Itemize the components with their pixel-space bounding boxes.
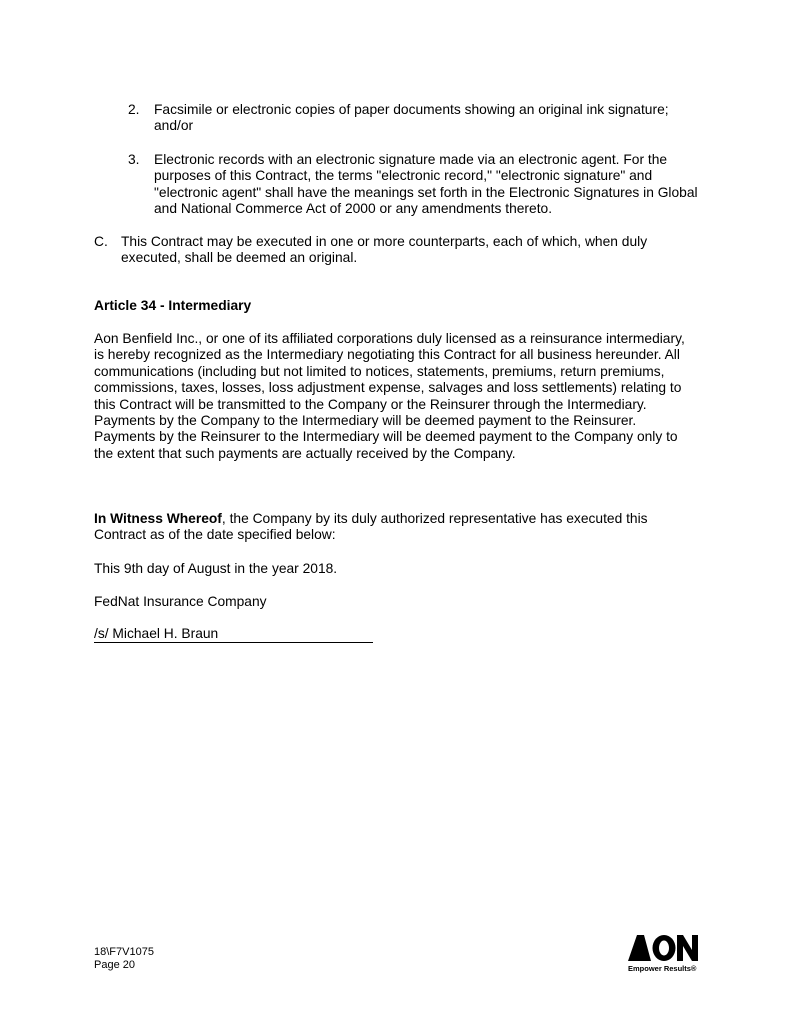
page-footer xyxy=(94,946,154,972)
signature-line xyxy=(94,626,373,643)
list-item-number: 3. xyxy=(128,152,140,167)
page-number: Page 20 xyxy=(94,959,135,971)
article-heading: Article 34 - Intermediary xyxy=(94,298,252,313)
witness-bold-lead: In Witness Whereof xyxy=(94,511,222,526)
date-line: This 9th day of August in the year 2018. xyxy=(94,561,338,576)
clause-letter: C. xyxy=(94,234,108,249)
clause-c xyxy=(94,234,694,267)
logo-tagline: Empower Results® xyxy=(628,964,697,973)
signature-text: /s/ Michael H. Braun xyxy=(94,626,219,641)
document-id: 18\F7V1075 xyxy=(94,946,154,958)
witness-text: , the Company by its duly authorized representative has executed this Contract as of the date specified below: xyxy=(94,511,648,543)
list-item-3 xyxy=(128,152,698,218)
list-item-text: Electronic records with an electronic signature made via an electronic agent. For the purposes of this Contract, the terms "electronic record," "electronic signature" and "electronic agent" shall have the meanings set forth in the Electronic Signatures in Global and National Commerce Act of 2000 or any amendments thereto. xyxy=(154,152,698,217)
list-item-number: 2. xyxy=(128,102,140,117)
clause-text: This Contract may be executed in one or more counterparts, each of which, when duly executed, shall be deemed an original. xyxy=(121,234,648,266)
company-name: FedNat Insurance Company xyxy=(94,594,267,609)
list-item-2 xyxy=(128,102,698,135)
list-item-text: Facsimile or electronic copies of paper documents showing an original ink signature; and/or xyxy=(154,102,669,134)
article-body: Aon Benfield Inc., or one of its affiliated corporations duly licensed as a reinsurance intermediary, is hereby recognized as the Intermediary negotiating this Contract for all business hereunder. All communications (including but not limited to notices, statements, premiums, return premiums, commissions, taxes, losses, loss adjustment expense, salvages and loss settlements) relating to this Contract will be transmitted to the Company or the Reinsurer through the Intermediary. Payments by the Company to the Intermediary will be deemed payment to the Reinsurer. Payments by the Reinsurer to the Intermediary will be deemed payment to the Company only to the extent that such payments are actually received by the Company. xyxy=(94,331,685,461)
witness-paragraph xyxy=(94,511,698,544)
